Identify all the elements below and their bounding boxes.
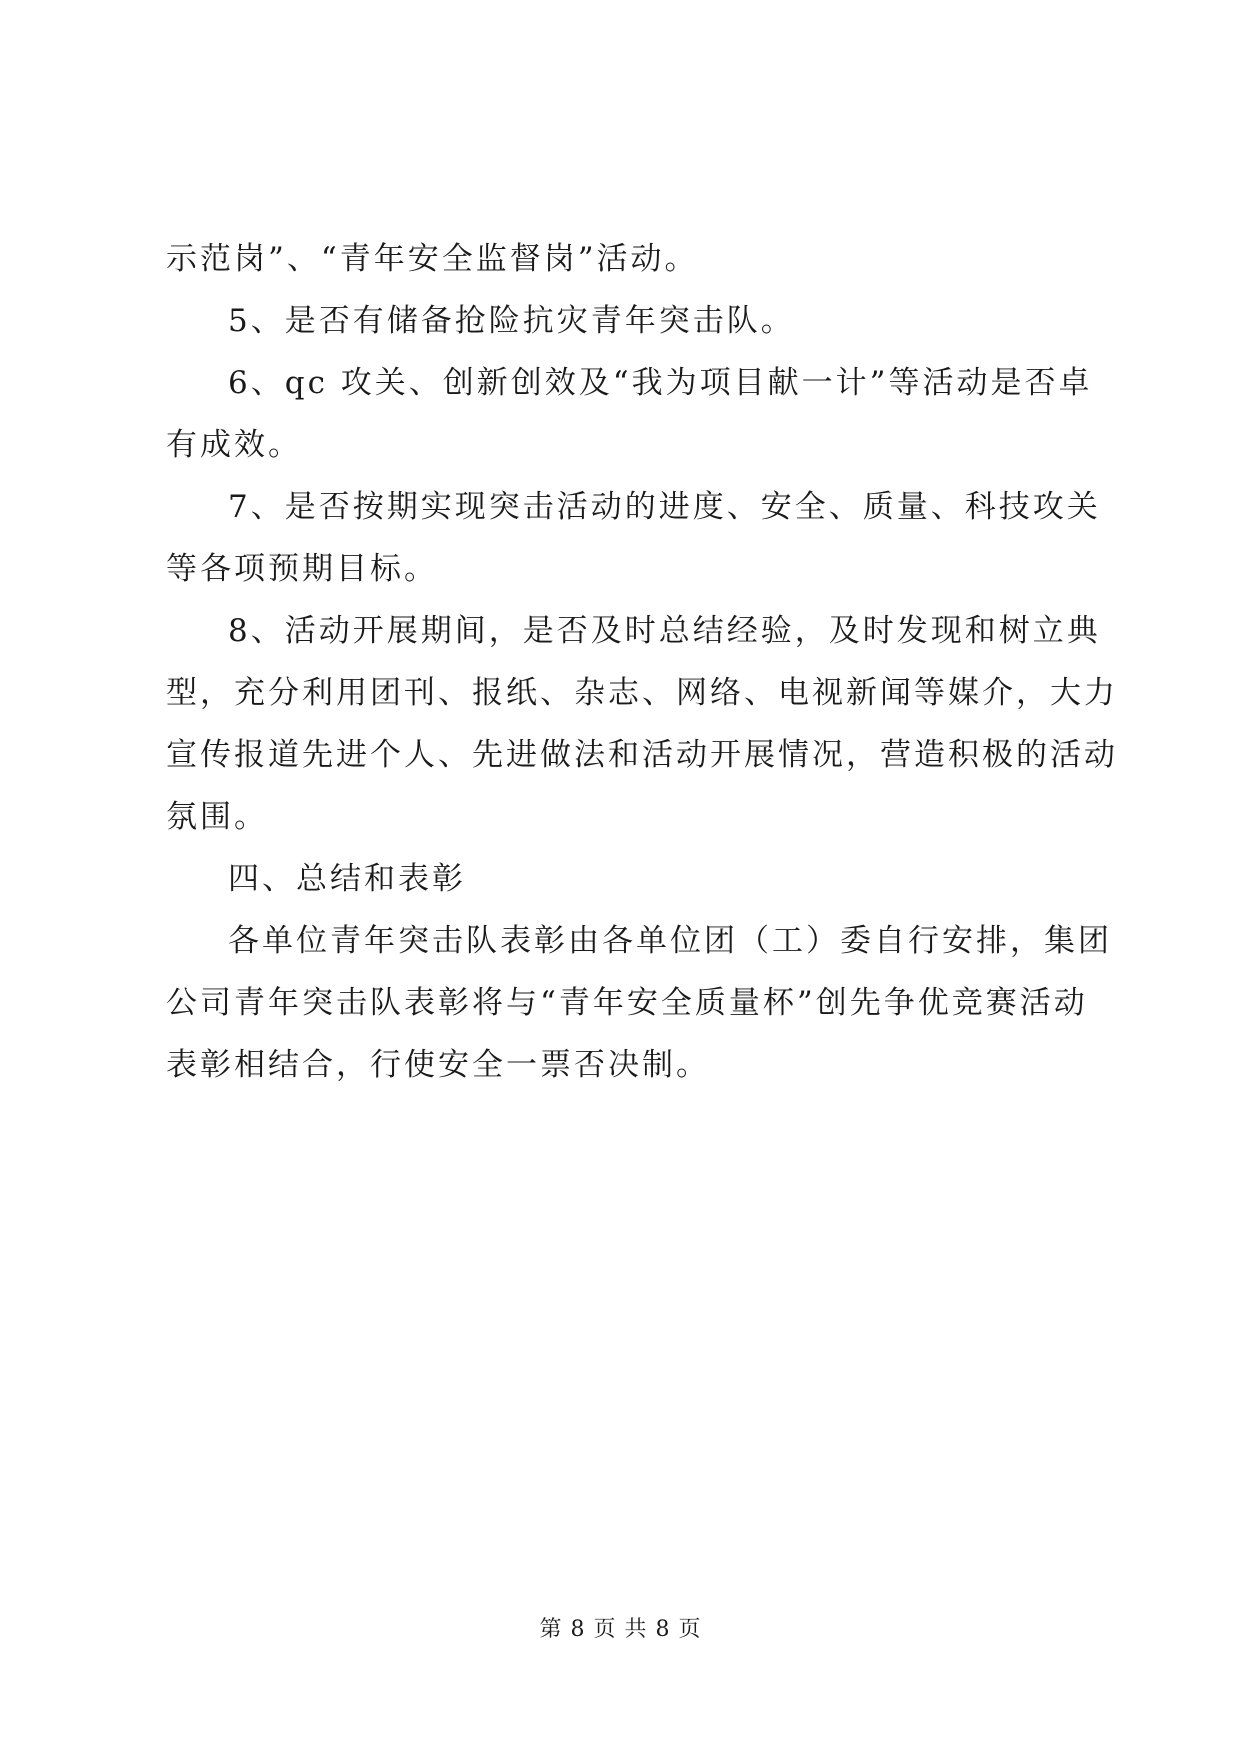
text-line: 氛围。 [166, 799, 268, 835]
text-line: 有成效。 [166, 427, 302, 463]
page-number-footer: 第 8 页 共 8 页 [539, 1617, 702, 1642]
text-line: 5、是否有储备抢险抗灾青年突击队。 [228, 303, 795, 339]
section-heading: 四、总结和表彰 [228, 861, 466, 897]
text-line: 公司青年突击队表彰将与“青年安全质量杯”创先争优竞赛活动 [166, 985, 1088, 1021]
text-line: 8、活动开展期间，是否及时总结经验，及时发现和树立典 [228, 613, 1101, 649]
text-line: 等各项预期目标。 [166, 551, 438, 587]
text-line: 6、qc 攻关、创新创效及“我为项目献一计”等活动是否卓 [228, 365, 1093, 401]
text-line: 7、是否按期实现突击活动的进度、安全、质量、科技攻关 [228, 489, 1101, 525]
text-line: 型，充分利用团刊、报纸、杂志、网络、电视新闻等媒介，大力 [166, 675, 1118, 711]
text-line: 宣传报道先进个人、先进做法和活动开展情况，营造积极的活动 [166, 737, 1118, 773]
text-line: 各单位青年突击队表彰由各单位团（工）委自行安排，集团 [228, 923, 1112, 959]
text-line: 示范岗”、“青年安全监督岗”活动。 [166, 241, 699, 277]
document-body [166, 228, 1118, 1096]
text-line: 表彰相结合，行使安全一票否决制。 [166, 1047, 710, 1083]
